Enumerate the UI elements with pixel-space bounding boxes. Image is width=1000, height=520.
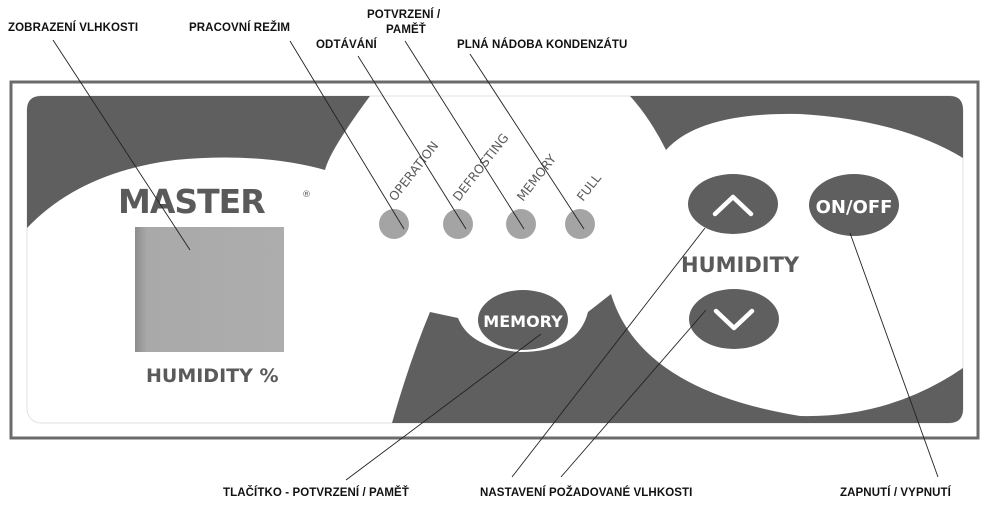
indicator-label-defrosting: DEFROSTING [449,130,512,204]
led-operation [379,209,409,239]
indicator-label-operation: OPERATION [385,138,442,204]
callout-operating-mode: PRACOVNÍ REŽIM [189,22,291,34]
humidity-display-label: HUMIDITY % [146,365,279,387]
callout-power: ZAPNUTÍ / VYPNUTÍ [840,487,951,499]
callout-confirm-memory-line1: POTVRZENÍ / [367,9,441,21]
callout-humidity-display: ZOBRAZENÍ VLHKOSTI [8,22,139,34]
callout-tank-full: PLNÁ NÁDOBA KONDENZÁTU [457,39,628,51]
on-off-label: ON/OFF [815,197,893,218]
callout-memory-button: TLAČÍTKO - POTVRZENÍ / PAMĚŤ [223,487,409,499]
brand-logo: MASTER [118,182,265,221]
callout-confirm-memory-line2: PAMĚŤ [386,24,426,36]
led-full [565,209,595,239]
callout-set-humidity: NASTAVENÍ POŽADOVANÉ VLHKOSTI [480,487,693,499]
registered-mark: ® [302,190,311,200]
callout-defrosting: ODTÁVÁNÍ [316,39,377,51]
humidity-up-button[interactable] [688,174,778,234]
memory-button-label: MEMORY [483,312,563,331]
indicator-label-memory: MEMORY [513,151,560,204]
humidity-down-button[interactable] [689,289,779,349]
led-defrosting [443,209,473,239]
indicator-label-full: FULL [573,170,605,204]
humidity-display [135,227,284,352]
humidity-label: HUMIDITY [681,253,800,277]
memory-button[interactable] [478,290,568,350]
on-off-button[interactable] [809,174,899,236]
